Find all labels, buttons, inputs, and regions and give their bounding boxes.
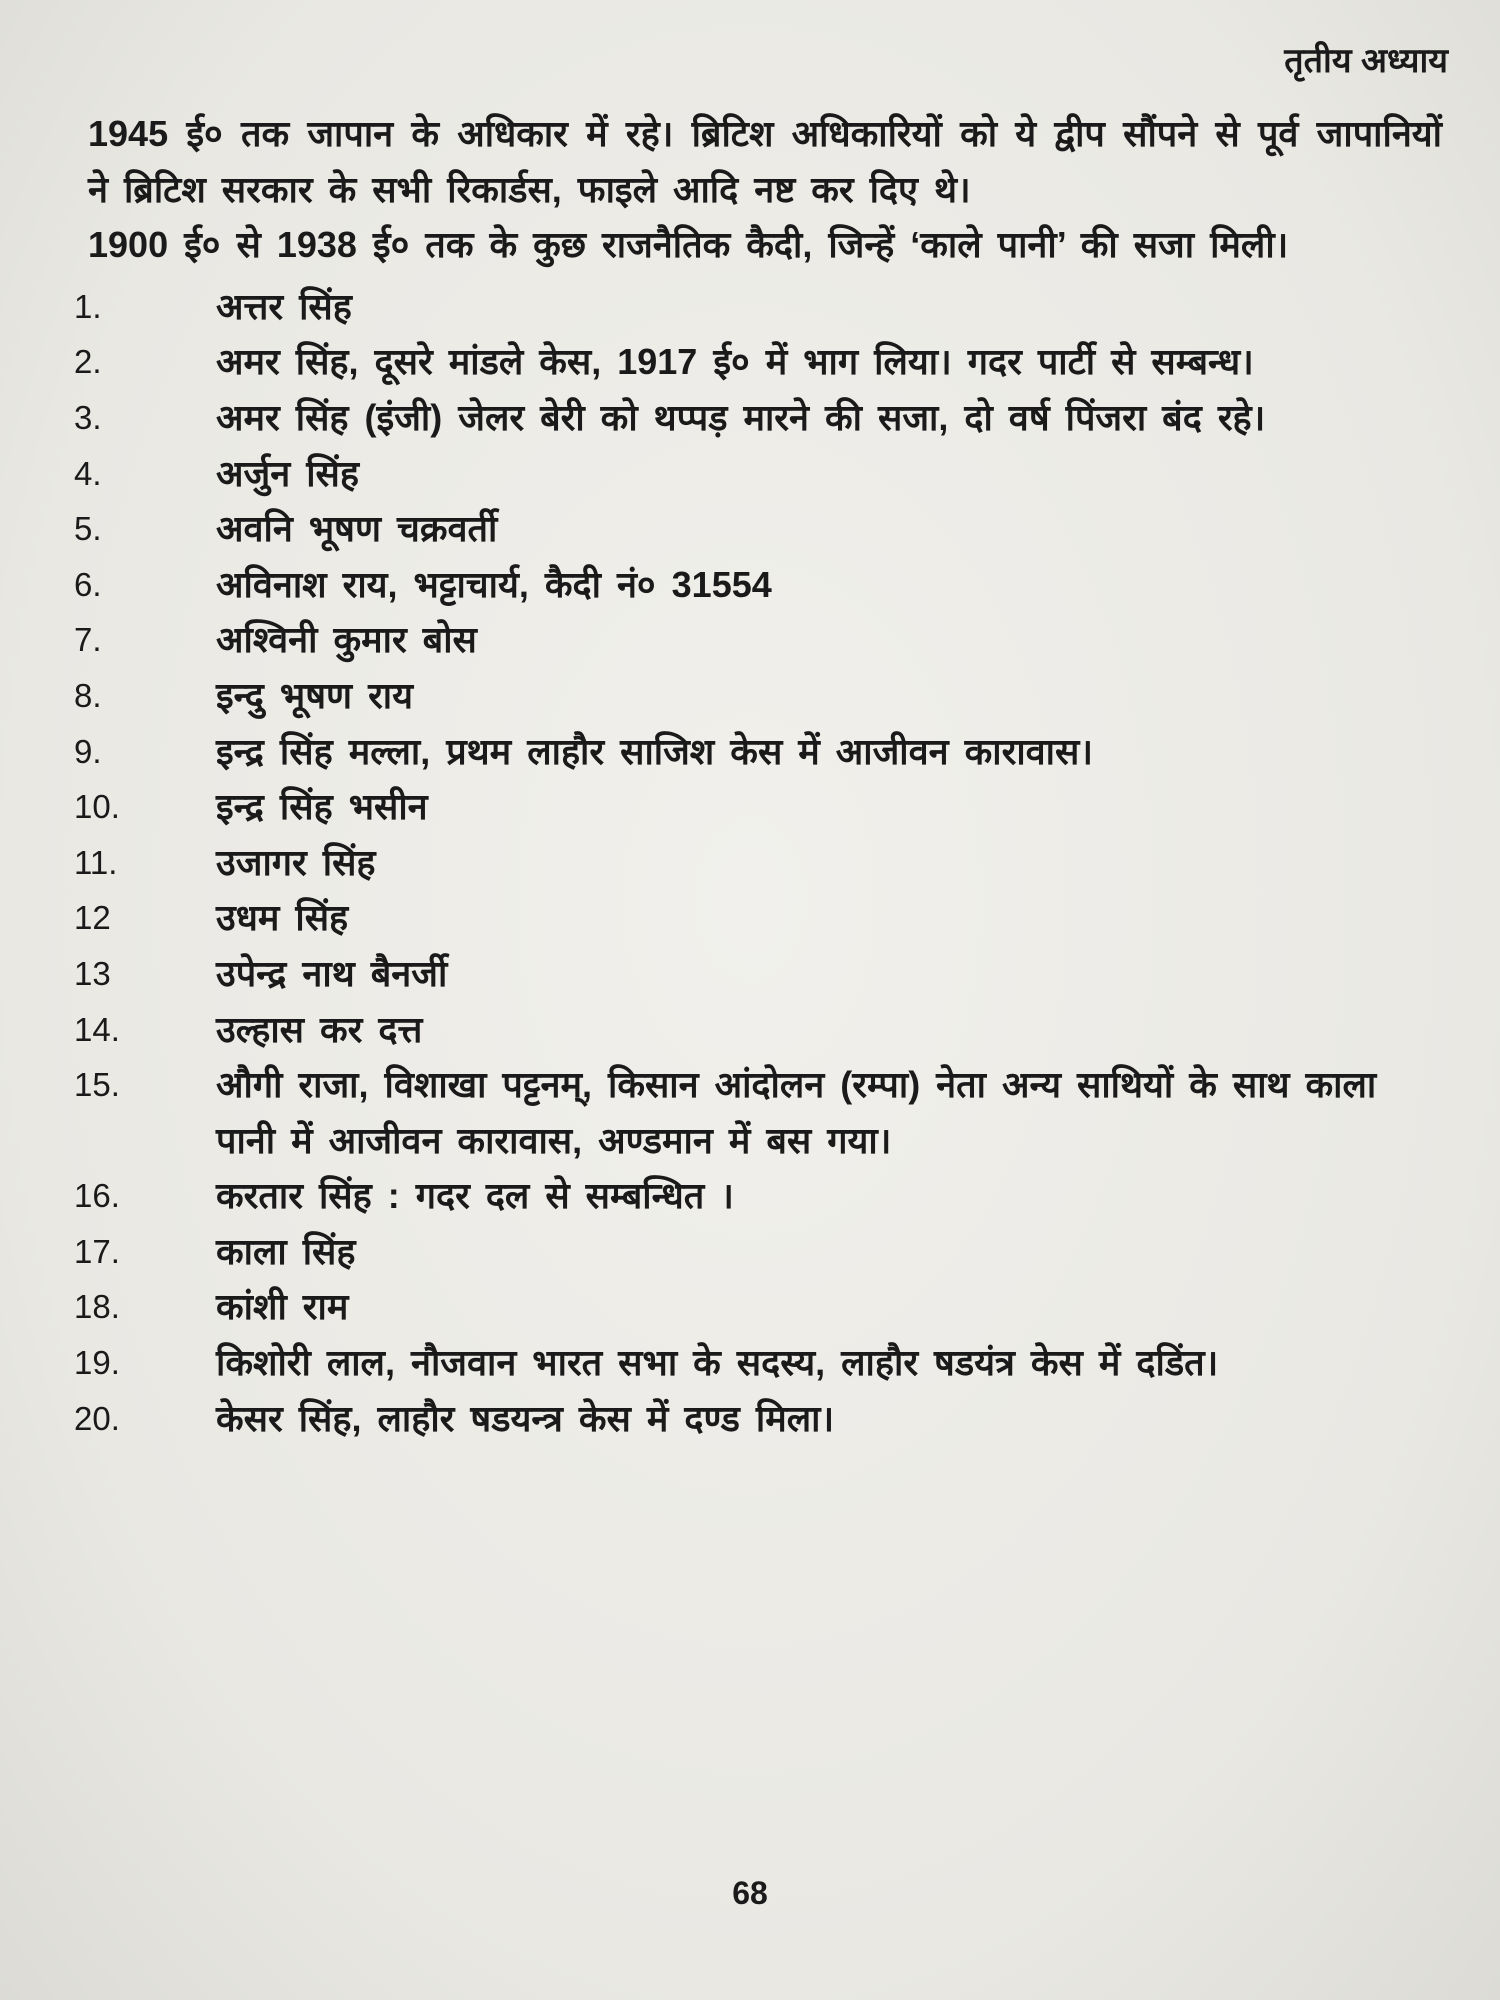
list-item: [74, 1335, 1442, 1391]
list-item-number: 3.: [74, 398, 102, 436]
list-item: [74, 890, 1442, 946]
list-item-number: 16.: [74, 1177, 120, 1215]
list-item: [74, 1002, 1442, 1058]
list-item: [74, 724, 1442, 780]
list-item-number: 6.: [74, 565, 102, 603]
list-item-text: उपेन्द्र नाथ बैनर्जी: [216, 952, 448, 994]
list-item-text: उजागर सिंह: [216, 841, 376, 883]
list-item-text: काला सिंह: [216, 1230, 356, 1272]
list-item-text: इन्द्र सिंह भसीन: [216, 786, 428, 828]
page-content: [74, 106, 1442, 1446]
list-item-text: किशोरी लाल, नौजवान भारत सभा के सदस्य, लाहौर षडयंत्र केस में दडिंत।: [216, 1342, 1219, 1384]
list-item: [74, 279, 1442, 335]
list-item: [74, 1391, 1442, 1447]
list-item: [74, 668, 1442, 724]
list-item-number: 17.: [74, 1232, 120, 1270]
list-item-text: अमर सिंह, दूसरे मांडले केस, 1917 ई० में भाग लिया। गदर पार्टी से सम्बन्ध।: [216, 341, 1254, 383]
list-item-number: 1.: [74, 287, 102, 325]
list-item-number: 13: [74, 954, 111, 992]
list-item: [74, 1224, 1442, 1280]
list-item: [74, 946, 1442, 1002]
list-item-number: 20.: [74, 1399, 120, 1437]
list-intro-paragraph: 1900 ई० से 1938 ई० तक के कुछ राजनैतिक कैदी, जिन्हें ‘काले पानी’ की सजा मिली।: [88, 224, 1289, 266]
list-item-number: 10.: [74, 788, 120, 826]
chapter-header: तृतीय अध्याय: [1284, 42, 1448, 80]
list-item: [74, 446, 1442, 502]
list-item-number: 4.: [74, 454, 102, 492]
list-item-number: 14.: [74, 1010, 120, 1048]
list-item-number: 11.: [74, 843, 118, 881]
list-item-text: अविनाश राय, भट्टाचार्य, कैदी नं० 31554: [216, 563, 772, 605]
list-item-number: 2.: [74, 343, 102, 381]
list-item: [74, 779, 1442, 835]
list-item-text: अमर सिंह (इंजी) जेलर बेरी को थप्पड़ मारने की सजा, दो वर्ष पिंजरा बंद रहे।: [216, 396, 1266, 438]
list-item-text: उल्हास कर दत्त: [216, 1008, 423, 1050]
list-item-text: केसर सिंह, लाहौर षडयन्त्र केस में दण्ड मिला।: [216, 1397, 835, 1439]
list-item-text: कांशी राम: [216, 1286, 349, 1328]
list-item: [74, 1279, 1442, 1335]
list-item-number: 5.: [74, 510, 102, 548]
list-item-text: अत्तर सिंह: [216, 285, 352, 327]
list-item-text: अवनि भूषण चक्रवर्ती: [216, 508, 498, 550]
prisoner-list: [74, 279, 1442, 1446]
list-item: [74, 1168, 1442, 1224]
list-item-text: इन्द्र सिंह मल्ला, प्रथम लाहौर साजिश केस में आजीवन कारावास।: [216, 730, 1093, 772]
list-item-number: 9.: [74, 732, 102, 770]
list-item-text: इन्दु भूषण राय: [216, 674, 413, 716]
list-item: [74, 501, 1442, 557]
list-item-number: 18.: [74, 1288, 120, 1326]
list-item-text: करतार सिंह : गदर दल से सम्बन्धित ।: [216, 1175, 734, 1217]
list-item-number: 19.: [74, 1344, 120, 1382]
list-item-text: उधम सिंह: [216, 897, 349, 939]
list-item-number: 7.: [74, 621, 102, 659]
page-number: 68: [732, 1875, 768, 1911]
list-item: [74, 612, 1442, 668]
list-item-number: 8.: [74, 676, 102, 714]
list-item: [74, 557, 1442, 613]
list-item-text: औगी राजा, विशाखा पट्टनम्, किसान आंदोलन (रम्पा) नेता अन्य साथियों के साथ काला पानी में आजीवन कारावास, अण्डमान में बस गया।: [216, 1064, 1377, 1161]
list-item: [74, 1057, 1442, 1168]
list-item: [74, 390, 1442, 446]
list-item-number: 12: [74, 899, 111, 937]
intro-paragraph: 1945 ई० तक जापान के अधिकार में रहे। ब्रिटिश अधिकारियों को ये द्वीप सौंपने से पूर्व जापानियों ने ब्रिटिश सरकार के सभी रिकार्डस, फाइले आदि नष्ट कर दिए थे।: [88, 113, 1442, 210]
list-item-text: अर्जुन सिंह: [216, 452, 359, 494]
list-item: [74, 334, 1442, 390]
list-item: [74, 835, 1442, 891]
list-item-text: अश्विनी कुमार बोस: [216, 619, 477, 661]
list-item-number: 15.: [74, 1066, 120, 1104]
